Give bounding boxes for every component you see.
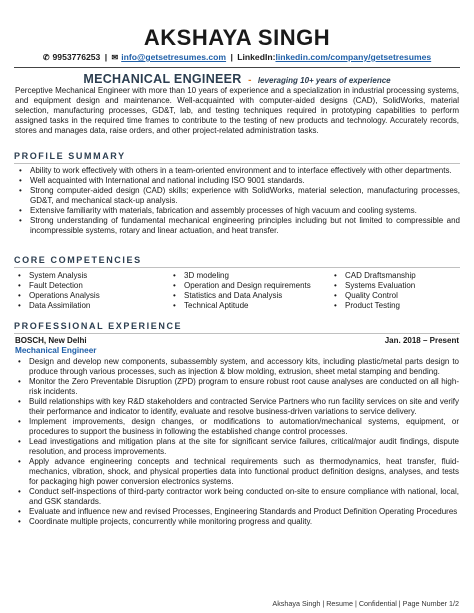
company-name: BOSCH, New Delhi <box>15 336 87 345</box>
profile-summary-list <box>14 166 460 236</box>
contact-separator: | <box>230 52 233 62</box>
job-header <box>15 336 459 346</box>
competency-item: • Product Testing <box>334 301 416 311</box>
contact-separator: | <box>104 52 108 62</box>
core-competencies-section <box>14 254 460 268</box>
competency-item: • 3D modeling <box>173 271 311 281</box>
contact-line <box>0 51 474 64</box>
competency-item: • Fault Detection <box>18 281 100 291</box>
section-divider <box>14 163 460 164</box>
email-link[interactable]: info@getsetresumes.com <box>121 52 227 62</box>
competency-item: • Systems Evaluation <box>334 281 416 291</box>
competency-item: • System Analysis <box>18 271 100 281</box>
phone-number: 9953776253 <box>52 52 101 62</box>
linkedin-link[interactable]: linkedin.com/company/getsetresumes <box>275 52 432 62</box>
competency-column <box>173 271 311 311</box>
list-item: • Evaluate and influence new and revised Processes, Engineering Standards and Product Definition Operating Procedures <box>15 507 459 517</box>
list-item: • Conduct self-inspections of third-party contractor work being conducted on-site to ensure compliance with national, local, and GSK standards. <box>15 487 459 507</box>
candidate-name: AKSHAYA SINGH <box>143 25 331 50</box>
headline-dash: - <box>248 75 252 86</box>
experience-list <box>15 357 459 527</box>
list-item: • Strong computer-aided design (CAD) skills; experience with SolidWorks, material selection, manufacturing processes, GD&T, and mechanical stack-up analysis. <box>16 186 460 206</box>
competency-item: • Data Assimilation <box>18 301 100 311</box>
list-item: • Apply advance engineering concepts and technical requirements such as thermodynamics, heat transfer, fluid-mechanics, vibration, shock, and physical properties data into functional product definition designs, analyses, and tests for packaging high power conversion electronics systems. <box>15 457 459 487</box>
section-title: PROFILE SUMMARY <box>14 151 126 161</box>
competency-item: • Operations Analysis <box>18 291 100 301</box>
section-divider <box>14 267 460 268</box>
list-item: • Design and develop new components, subassembly system, and accessory kits, including plastic/metal parts design to produce through various processes, such as injection & blow molding, extrusion, sheet metal stamping and bending. <box>15 357 459 377</box>
list-item: • Ability to work effectively with others in a team-oriented environment and to interface effectively with other departments. <box>16 166 460 176</box>
list-item: • Monitor the Zero Preventable Disruption (ZPD) program to ensure robust root cause analyses are conducted on all high-risk incidents. <box>15 377 459 397</box>
competency-item: • Technical Aptitude <box>173 301 311 311</box>
section-title: CORE COMPETENCIES <box>14 255 142 265</box>
list-item: • Strong understanding of fundamental mechanical engineering principles including but not limited to compressible and incompressible systems, rotary and linear actuation, and heat transfer. <box>16 216 460 236</box>
profile-summary-section <box>14 150 460 236</box>
competency-column <box>18 271 100 311</box>
email-icon: ✉ <box>111 53 119 62</box>
job-dates: Jan. 2018 – Present <box>384 336 459 345</box>
linkedin-label: LinkedIn: <box>237 52 276 62</box>
competency-item: • Operation and Design requirements <box>173 281 311 291</box>
list-item: • Well acquainted with International and national including ISO 9001 standards. <box>16 176 460 186</box>
list-item: • Lead investigations and mitigation plans at the site for significant service failures, critical/major audit findings, dispute resolution, and process improvements. <box>15 437 459 457</box>
section-title: PROFESSIONAL EXPERIENCE <box>14 321 183 331</box>
competency-item: • CAD Draftsmanship <box>334 271 416 281</box>
list-item: • Implement improvements, design changes, or modifications to automation/mechanical systems, equipment, or procedures to support the business in following the established change control processes. <box>15 417 459 437</box>
list-item: • Coordinate multiple projects, concurrently while monitoring progress and quality. <box>15 517 459 527</box>
experience-list-wrapper <box>15 357 459 527</box>
job-title: MECHANICAL ENGINEER <box>83 72 242 86</box>
competency-item: • Statistics and Data Analysis <box>173 291 311 301</box>
summary-paragraph: Perceptive Mechanical Engineer with more than 10 years of experience and a specialization in industrial processing systems, and equipment design and maintenance. Well-acquainted with computer-aided designs (CAD), SolidWorks, material selection, manufacturing processes, GD&T, lab, and testing techniques required in prototyping capabilities to perform assigned tasks in the required time frames to contribute to the testing of new products and technology. Accurately records, stores and manages data, raise orders, and other project-related administration tasks. <box>15 86 459 135</box>
section-divider <box>14 333 460 334</box>
list-item: • Extensive familiarity with materials, fabrication and assembly processes of high vacuum and cooling systems. <box>16 206 460 216</box>
competency-column <box>334 271 416 311</box>
professional-experience-section <box>14 320 460 334</box>
headline-subtitle: leveraging 10+ years of experience <box>257 76 391 85</box>
job-role: Mechanical Engineer <box>15 346 97 355</box>
header-divider <box>14 67 460 68</box>
list-item: • Build relationships with key R&D stakeholders and contracted Service Partners who run facility services on site and verify their performance and indicator to identify, evaluate and resolve business-driven variations to service delivery. <box>15 397 459 417</box>
page-footer: Akshaya Singh | Resume | Confidential | Page Number 1/2 <box>272 599 459 608</box>
phone-icon: ✆ <box>42 53 50 62</box>
competency-item: • Quality Control <box>334 291 416 301</box>
